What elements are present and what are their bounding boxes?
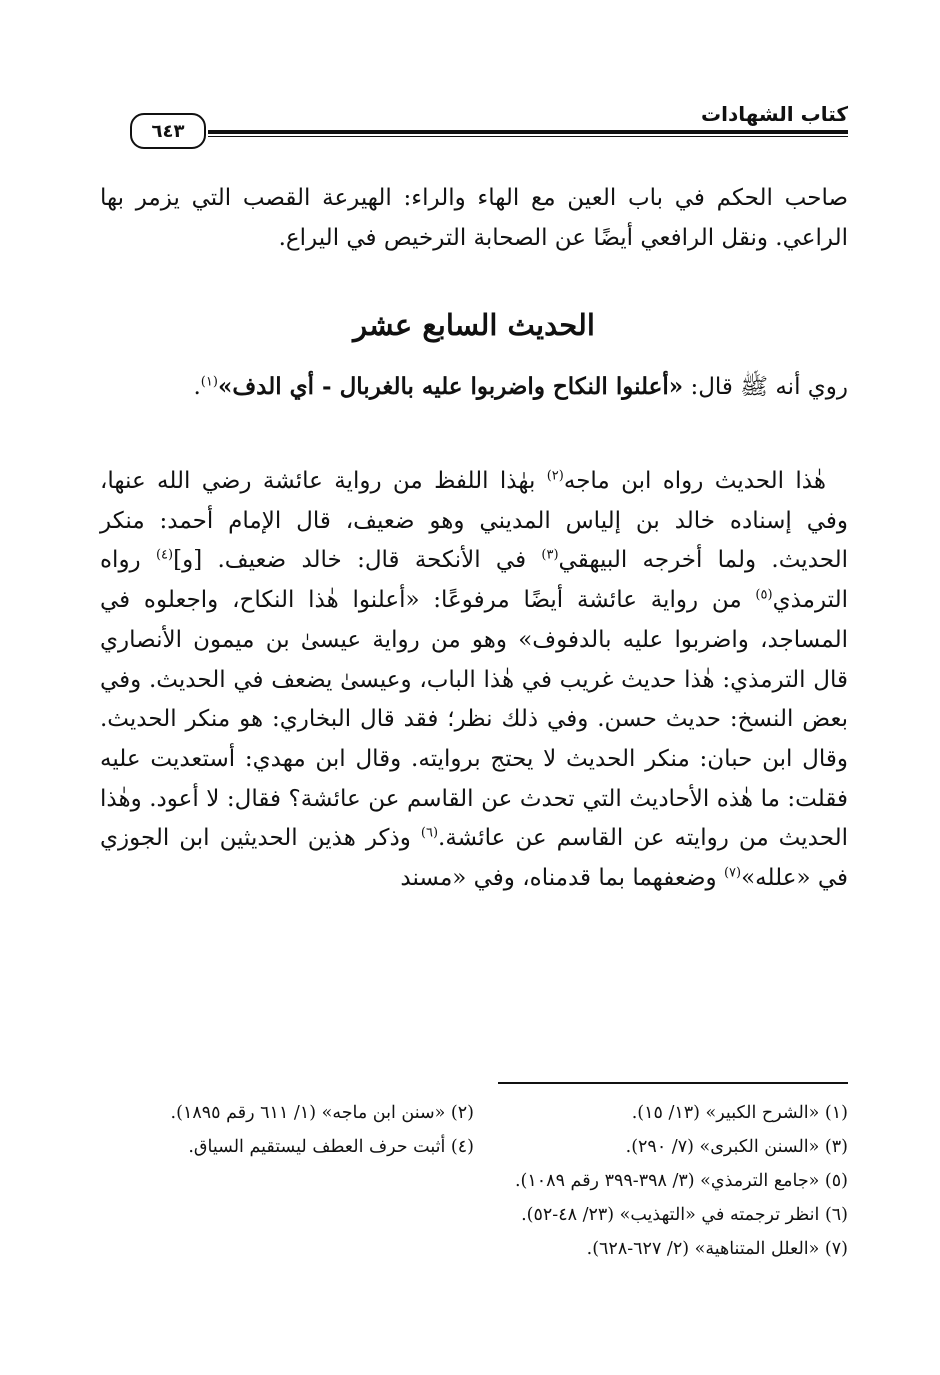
footnote-ref-5[interactable]: (٥) (755, 587, 773, 603)
footnote-7: (٧) «العلل المتناهية» (٢/ ٦٢٧-٦٢٨). (586, 1239, 848, 1259)
footnote-ref-6[interactable]: (٦) (420, 825, 439, 841)
footnote-ref-7[interactable]: (٧) (723, 865, 742, 881)
commentary-text: بهٰذا اللفظ من رواية عائشة رضي الله عنها، وفي إسناده خالد بن إلياس المديني وهو ضعيف، قال الإمام أحمد: منكر الحديث. ولما أخرجه البيهقي (100, 468, 849, 574)
commentary-text: رواه الترمذي (100, 547, 848, 614)
hadith-lead: روي أنه ﷺ قال: (683, 374, 848, 400)
header-rule (208, 130, 848, 137)
commentary-text: في الأنكحة قال: خالد ضعيف. [و] (173, 547, 542, 574)
running-title: كتاب الشهادات (700, 102, 848, 126)
page-number: ٦٤٣ (130, 113, 206, 149)
hadith-quote: «أعلنوا النكاح واضربوا عليه بالغربال - أي الدف» (217, 373, 684, 400)
intro-paragraph (100, 178, 848, 258)
footnote-ref-2[interactable]: (٢) (546, 468, 564, 484)
footnotes (100, 1096, 848, 1266)
footnote-separator (498, 1082, 848, 1084)
hadith-end: . (193, 374, 201, 400)
hadith-text (100, 366, 848, 408)
footnote-2: (٢) «سنن ابن ماجه» (١/ ٦١١ رقم ١٨٩٥). (170, 1103, 474, 1123)
footnote-row (100, 1130, 848, 1164)
footnote-5: (٥) «جامع الترمذي» (٣/ ٣٩٨-٣٩٩ رقم ١٠٨٩). (514, 1171, 848, 1191)
commentary-text: هٰذا الحديث رواه ابن ماجه (563, 468, 826, 494)
footnote-6: (٦) انظر ترجمته في «التهذيب» (٢٣/ ٤٨-٥٢). (521, 1205, 848, 1225)
intro-text: صاحب الحكم في باب العين مع الهاء والراء: الهيرعة القصب التي يزمر بها الراعي. ونقل الرافعي أيضًا عن الصحابة الترخيص في اليراع. (100, 185, 848, 251)
commentary-text: وذكر هذين الحديثين ابن الجوزي في «علله» (100, 825, 848, 892)
footnote-1: (١) «الشرح الكبير» (١٣/ ١٥). (631, 1103, 848, 1123)
footnote-ref-1[interactable]: (١) (200, 374, 218, 390)
commentary-paragraph (100, 462, 848, 899)
footnote-ref-4[interactable]: (٤) (155, 547, 174, 563)
footnote-row (100, 1096, 848, 1130)
page-header (100, 96, 848, 156)
commentary-text: من رواية عائشة أيضًا مرفوعًا: «أعلنوا هٰذا النكاح، واجعلوه في المساجد، واضربوا عليه بالدفوف» وهو من رواية عيسىٰ بن ميمون الأنصاري قال الترمذي: هٰذا حديث غريب في هٰذا الباب، وعيسىٰ يضعف في الحديث. وفي بعض النسخ: حديث حسن. وفي ذلك نظر؛ فقد قال البخاري: هو منكر الحديث. وقال ابن حبان: منكر الحديث لا يحتج بروايته. وقال ابن مهدي: أستعديت عليه فقلت: ما هٰذه الأحاديث التي تحدث عن القاسم عن عائشة؟ فقال: لا أعود. وهٰذا الحديث من روايته عن القاسم عن عائشة. (100, 587, 848, 852)
footnote-4: (٤) أثبت حرف العطف ليستقيم السياق. (188, 1137, 474, 1157)
hadith-title: الحديث السابع عشر (353, 308, 595, 342)
commentary-text: وضعفهما بما قدمناه، وفي «مسند (400, 865, 724, 892)
footnote-3: (٣) «السنن الكبرى» (٧/ ٢٩٠). (625, 1137, 848, 1157)
footnote-ref-3[interactable]: (٣) (541, 547, 559, 563)
